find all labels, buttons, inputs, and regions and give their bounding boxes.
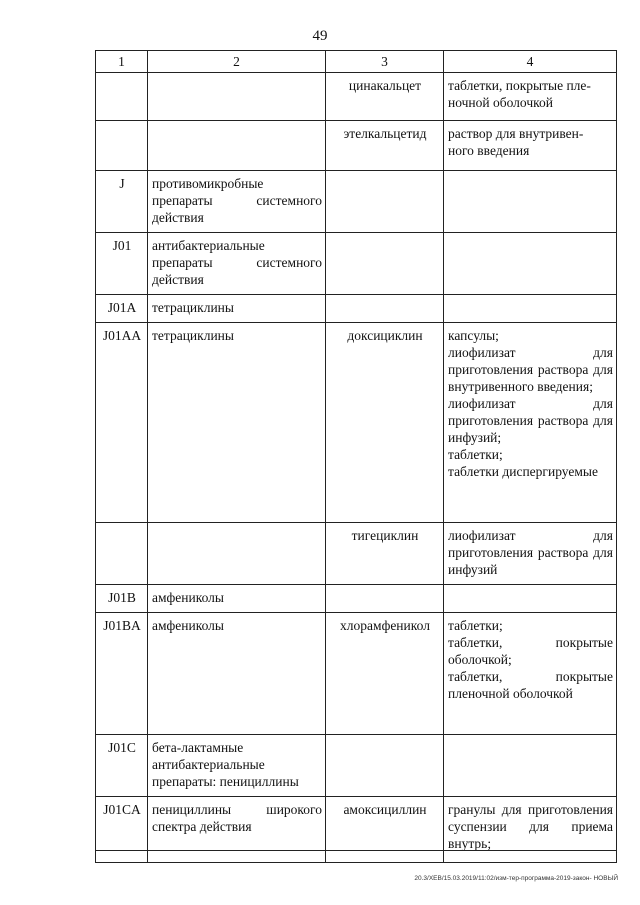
ingredient-cell: [326, 295, 444, 323]
group-cell: [148, 73, 326, 121]
code-cell: J01B: [96, 585, 148, 613]
table-row: [96, 735, 617, 797]
dosage-form-item: таблетки;: [448, 447, 503, 462]
dosage-form-item: раствор для внутривен-: [448, 126, 584, 141]
dosage-form-cell: [444, 295, 617, 323]
group-cell: антибактериальные препараты системного действия: [148, 233, 326, 295]
dosage-form-cell: [444, 735, 617, 797]
dosage-form-item: лиофилизат для приготовления раствора для инфузий;: [448, 396, 613, 445]
dosage-form-item: лиофилизат для приготовления раствора для внутривенного введения;: [448, 345, 613, 394]
column-header: 4: [444, 51, 617, 73]
footer-note: 20.3/ХЕВ/15.03.2019/11:02/изм-тер-программа-2019-закон- НОВЫЙ: [414, 875, 618, 882]
code-cell: J01AA: [96, 323, 148, 523]
ingredient-cell: этелкальцетид: [326, 121, 444, 171]
code-cell: [96, 121, 148, 171]
table-row: [96, 233, 617, 295]
dosage-form-item: ночной оболочкой: [448, 95, 553, 110]
dosage-form-cell: [444, 73, 617, 121]
table-row: [96, 323, 617, 523]
column-header: 2: [148, 51, 326, 73]
dosage-form-item: таблетки, покрытые пленочной оболочкой: [448, 669, 613, 701]
table-row: [96, 295, 617, 323]
ingredient-cell: тигециклин: [326, 523, 444, 585]
header-row: [96, 51, 617, 73]
dosage-form-cell: [444, 797, 617, 863]
dosage-form-cell: [444, 121, 617, 171]
ingredient-cell: [326, 735, 444, 797]
dosage-form-item: таблетки, покрытые оболочкой;: [448, 635, 613, 667]
table-row: [96, 613, 617, 735]
code-cell: J01A: [96, 295, 148, 323]
table-body: [96, 73, 617, 863]
group-cell: амфениколы: [148, 585, 326, 613]
group-cell: бета-лактамные антибактериальные препараты: пенициллины: [148, 735, 326, 797]
group-cell: [148, 121, 326, 171]
group-cell: амфениколы: [148, 613, 326, 735]
dosage-form-item: таблетки, покрытые пле-: [448, 78, 591, 93]
group-cell: противомикробные препараты системного действия: [148, 171, 326, 233]
dosage-form-item: ного введения: [448, 143, 530, 158]
table-row: [96, 121, 617, 171]
dosage-form-item: гранулы для приготовления суспензии для приема внутрь;: [448, 802, 613, 851]
group-cell: [148, 523, 326, 585]
group-cell: тетрациклины: [148, 323, 326, 523]
dosage-form-cell: [444, 323, 617, 523]
column-header: 3: [326, 51, 444, 73]
dosage-form-cell: [444, 613, 617, 735]
column-header: 1: [96, 51, 148, 73]
code-cell: [96, 523, 148, 585]
ingredient-cell: [326, 233, 444, 295]
dosage-form-cell: [444, 171, 617, 233]
table-row: [96, 523, 617, 585]
table-bottom-edge: [95, 850, 616, 851]
ingredient-cell: [326, 171, 444, 233]
code-cell: [96, 73, 148, 121]
code-cell: J01C: [96, 735, 148, 797]
table-row: [96, 73, 617, 121]
dosage-form-item: капсулы;: [448, 328, 499, 343]
ingredient-cell: цинакальцет: [326, 73, 444, 121]
code-cell: J: [96, 171, 148, 233]
ingredient-cell: [326, 585, 444, 613]
ingredient-cell: доксициклин: [326, 323, 444, 523]
dosage-form-cell: [444, 233, 617, 295]
code-cell: J01CA: [96, 797, 148, 863]
dosage-form-item: таблетки;: [448, 618, 503, 633]
table-row: [96, 797, 617, 863]
ingredient-cell: хлорамфеникол: [326, 613, 444, 735]
page-number: 49: [312, 28, 328, 44]
ingredient-cell: амоксициллин: [326, 797, 444, 863]
code-cell: J01BA: [96, 613, 148, 735]
dosage-form-cell: [444, 585, 617, 613]
table-row: [96, 585, 617, 613]
code-cell: J01: [96, 233, 148, 295]
group-cell: тетрациклины: [148, 295, 326, 323]
drug-table: [95, 50, 617, 863]
dosage-form-item: таблетки диспергируемые: [448, 464, 598, 479]
table-row: [96, 171, 617, 233]
dosage-form-cell: [444, 523, 617, 585]
dosage-form-item: лиофилизат для приготовления раствора для инфузий: [448, 528, 613, 577]
group-cell: пенициллины широкого спектра действия: [148, 797, 326, 863]
